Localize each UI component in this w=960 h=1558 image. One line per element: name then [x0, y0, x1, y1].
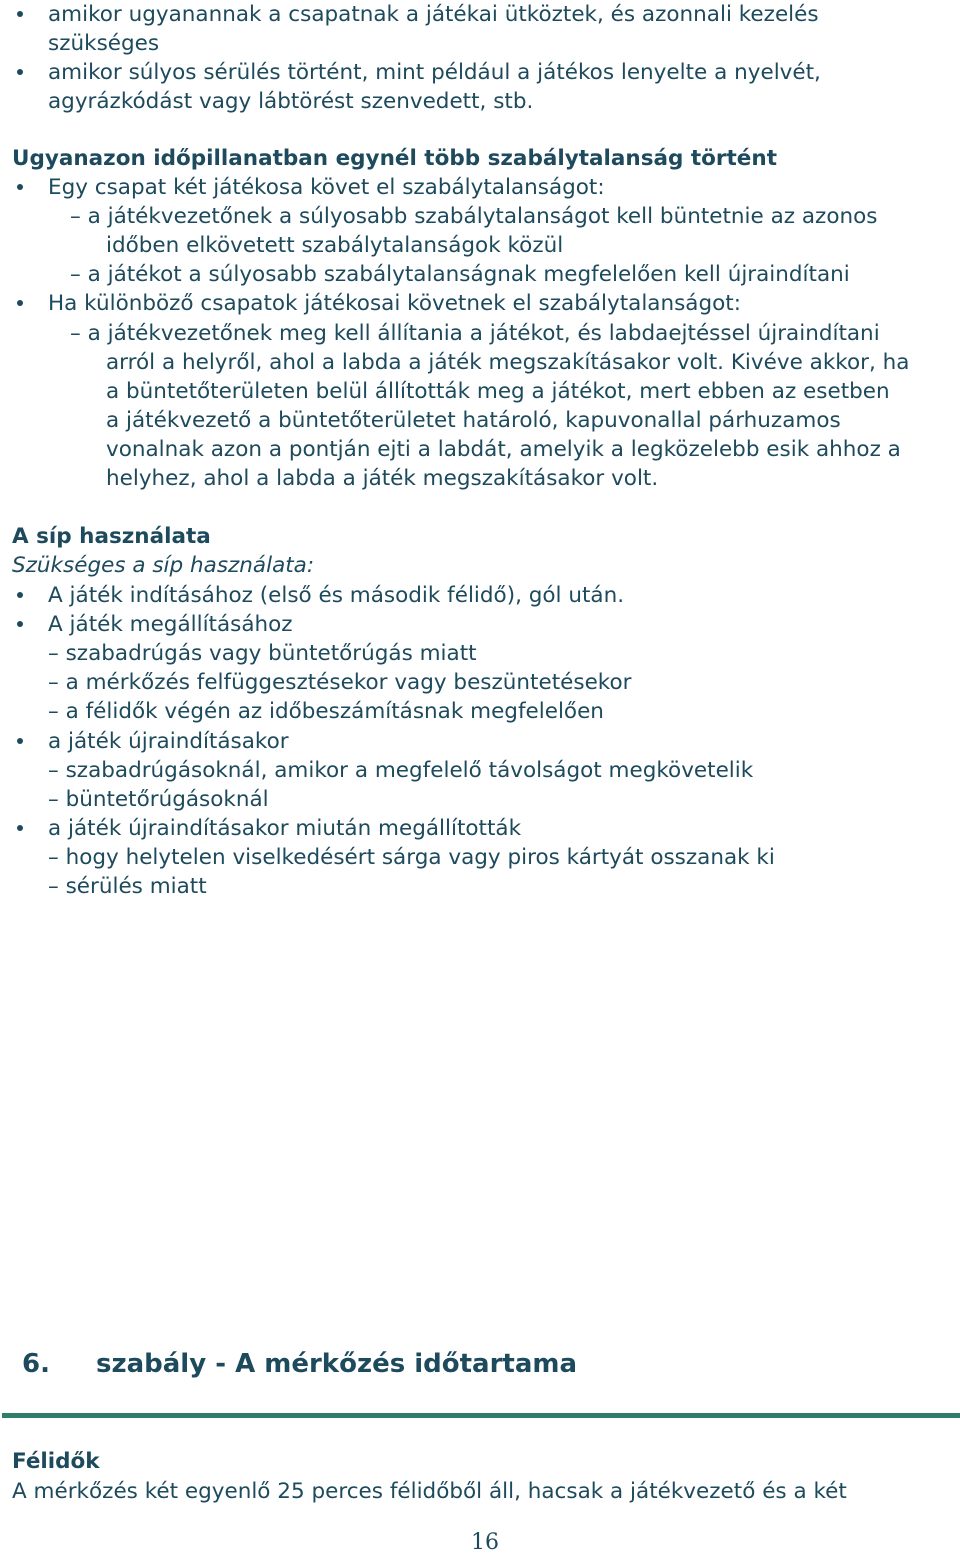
section-heading: Ugyanazon időpillanatban egynél több szabálytalanság történt	[12, 146, 777, 171]
text-line: arról a helyről, ahol a labda a játék megszakításakor volt. Kivéve akkor, ha	[106, 350, 910, 375]
bullet-icon	[17, 69, 23, 75]
text-line: A játék indításához (első és második félidő), gól után.	[48, 583, 625, 608]
text-line: – sérülés miatt	[48, 874, 207, 899]
section-heading: A síp használata	[12, 524, 211, 549]
text-line: – szabadrúgásoknál, amikor a megfelelő távolságot megkövetelik	[48, 758, 754, 783]
bullet-icon	[17, 738, 23, 744]
text-line: – hogy helytelen viselkedésért sárga vagy piros kártyát osszanak ki	[48, 845, 775, 870]
text-line: – a játékvezetőnek a súlyosabb szabálytalanságot kell büntetnie az azonos	[70, 204, 878, 229]
text-line: – a játékvezetőnek meg kell állítania a játékot, és labdaejtéssel újraindítani	[70, 321, 880, 346]
text-line: – szabadrúgás vagy büntetőrúgás miatt	[48, 641, 477, 666]
text-line: vonalnak azon a pontján ejti a labdát, amelyik a legközelebb esik ahhoz a	[106, 437, 901, 462]
text-line: időben elkövetett szabálytalanságok közül	[106, 233, 564, 258]
text-line: amikor ugyanannak a csapatnak a játékai ütköztek, és azonnali kezelés	[48, 2, 819, 27]
page-number: 16	[471, 1530, 499, 1555]
text-line: – a játékot a súlyosabb szabálytalanságnak megfelelően kell újraindítani	[70, 262, 850, 287]
text-line: Ha különböző csapatok játékosai követnek el szabálytalanságot:	[48, 291, 741, 316]
bullet-icon	[17, 11, 23, 17]
bullet-icon	[17, 184, 23, 190]
chapter-title: szabály - A mérkőzés időtartama	[96, 1349, 578, 1379]
bullet-icon	[17, 592, 23, 598]
text-line: a játék újraindításakor miután megállították	[48, 816, 522, 841]
text-line: agyrázkódást vagy lábtörést szenvedett, stb.	[48, 89, 534, 114]
text-line: szükséges	[48, 31, 160, 56]
text-line: a játék újraindításakor	[48, 729, 289, 754]
text-line: – a mérkőzés felfüggesztésekor vagy beszüntetésekor	[48, 670, 632, 695]
text-line: – a félidők végén az időbeszámításnak megfelelően	[48, 699, 604, 724]
bullet-icon	[17, 621, 23, 627]
text-line: Egy csapat két játékosa követ el szabálytalanságot:	[48, 175, 605, 200]
text-line: A mérkőzés két egyenlő 25 perces félidőből áll, hacsak a játékvezető és a két	[12, 1479, 847, 1504]
bullet-icon	[17, 825, 23, 831]
text-line: a játékvezető a büntetőterületet határoló, kapuvonallal párhuzamos	[106, 408, 841, 433]
chapter-divider	[2, 1413, 960, 1418]
text-line: – büntetőrúgásoknál	[48, 787, 269, 812]
text-line: a büntetőterületen belül állították meg a játékot, mert ebben az esetben	[106, 379, 890, 404]
text-line: helyhez, ahol a labda a játék megszakításakor volt.	[106, 466, 659, 491]
section-heading: Félidők	[12, 1449, 100, 1474]
bullet-icon	[17, 300, 23, 306]
text-line: amikor súlyos sérülés történt, mint például a játékos lenyelte a nyelvét,	[48, 60, 821, 85]
chapter-number: 6.	[22, 1349, 50, 1379]
section-subheading: Szükséges a síp használata:	[12, 553, 315, 578]
text-line: A játék megállításához	[48, 612, 293, 637]
